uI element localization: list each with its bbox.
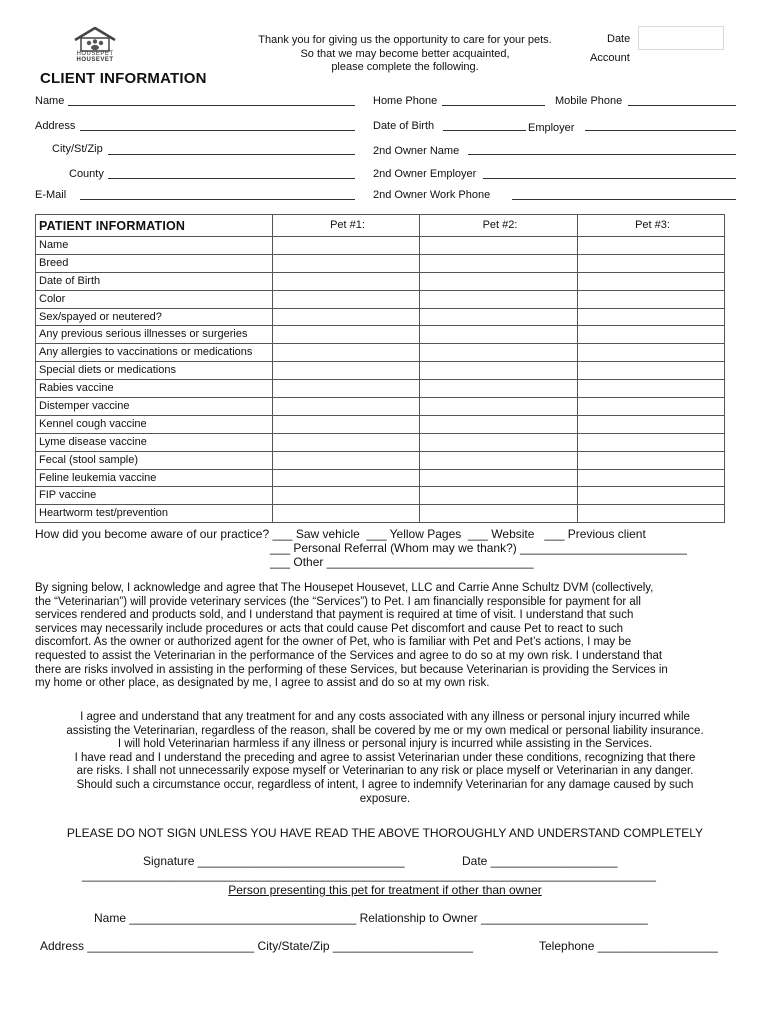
client-email-field[interactable] [80, 199, 355, 200]
aware-referral: ___ Personal Referral (Whom may we thank?) _________________________ [270, 541, 687, 555]
pet-3-cell[interactable] [578, 254, 725, 272]
patient-row-label: Special diets or medications [36, 362, 273, 380]
signature-line[interactable]: Signature _______________________________ [143, 854, 405, 868]
agreement-line: exposure. [359, 792, 411, 805]
employer-label: Employer [528, 122, 575, 134]
pet-1-cell[interactable] [273, 308, 420, 326]
pet-2-cell[interactable] [420, 290, 578, 308]
pet-2-cell[interactable] [420, 254, 578, 272]
patient-row [36, 505, 725, 523]
client-county-label: County [69, 168, 104, 180]
home-phone-field[interactable] [442, 105, 545, 106]
pet-2-cell[interactable] [420, 451, 578, 469]
pet-2-cell[interactable] [420, 308, 578, 326]
pet-1-header: Pet #1: [273, 215, 420, 237]
employer-field[interactable] [585, 130, 736, 131]
agreement-paragraph-1 [35, 582, 735, 691]
pet-3-cell[interactable] [578, 344, 725, 362]
presenter-address-line[interactable]: Address _________________________ City/State/Zip _____________________ [40, 939, 474, 953]
patient-row-label: Date of Birth [36, 272, 273, 290]
owner2-work-phone-field[interactable] [512, 199, 736, 200]
patient-row-label: FIP vaccine [36, 487, 273, 505]
pet-2-cell[interactable] [420, 362, 578, 380]
client-name-field[interactable] [68, 105, 355, 106]
patient-row [36, 272, 725, 290]
pet-3-cell[interactable] [578, 505, 725, 523]
patient-row-label: Color [36, 290, 273, 308]
pet-3-cell[interactable] [578, 469, 725, 487]
intro-message [230, 34, 580, 75]
pet-2-cell[interactable] [420, 344, 578, 362]
agreement-line: I have read and I understand the preceding and agree to assist Veterinarian under these conditions, recognizing that there [74, 751, 696, 764]
patient-row-label: Any previous serious illnesses or surgeries [36, 326, 273, 344]
client-city-field[interactable] [108, 154, 355, 155]
agreement-line: my home or other place, as designated by me, I agree to assist and do so at my own risk. [35, 677, 490, 690]
pet-1-cell[interactable] [273, 380, 420, 398]
pet-2-cell[interactable] [420, 433, 578, 451]
intro-line-3: please complete the following. [331, 61, 479, 73]
patient-row [36, 326, 725, 344]
presenting-person-heading: Person presenting this pet for treatment if other than owner [228, 883, 542, 897]
pet-2-cell[interactable] [420, 272, 578, 290]
aware-other: ___ Other _______________________________ [270, 555, 534, 569]
client-email-label: E-Mail [35, 189, 67, 201]
pet-1-cell[interactable] [273, 237, 420, 255]
pet-2-cell[interactable] [420, 326, 578, 344]
owner2-name-field[interactable] [468, 154, 736, 155]
home-phone-label: Home Phone [373, 95, 438, 107]
date-input-box[interactable] [638, 26, 724, 50]
pet-2-header: Pet #2: [420, 215, 578, 237]
pet-3-cell[interactable] [578, 398, 725, 416]
pet-3-cell[interactable] [578, 415, 725, 433]
client-name-label: Name [35, 95, 65, 107]
pet-2-cell[interactable] [420, 469, 578, 487]
agreement-line: assisting the Veterinarian, regardless of the reason, shall be covered by me or my own medical or personal liability insurance. [66, 724, 704, 737]
pet-2-cell[interactable] [420, 380, 578, 398]
pet-3-cell[interactable] [578, 362, 725, 380]
aware-question: How did you become aware of our practice? ___ Saw vehicle ___ Yellow Pages ___ Website ___ Previous client [35, 527, 646, 541]
pet-1-cell[interactable] [273, 254, 420, 272]
owner2-work-phone-label: 2nd Owner Work Phone [373, 189, 491, 201]
pet-2-cell[interactable] [420, 487, 578, 505]
pet-1-cell[interactable] [273, 344, 420, 362]
pet-1-cell[interactable] [273, 398, 420, 416]
agreement-line: I agree and understand that any treatment for and any costs associated with any illness or personal injury incurred while [80, 711, 690, 723]
presenter-telephone-line[interactable]: Telephone __________________ [539, 939, 718, 953]
patient-row [36, 415, 725, 433]
pet-2-cell[interactable] [420, 505, 578, 523]
client-county-field[interactable] [108, 178, 355, 179]
pet-3-cell[interactable] [578, 380, 725, 398]
patient-info-table [35, 214, 725, 523]
pet-1-cell[interactable] [273, 272, 420, 290]
logo-line-1: HOUSEPET [76, 51, 114, 57]
pet-3-cell[interactable] [578, 433, 725, 451]
pet-1-cell[interactable] [273, 433, 420, 451]
agreement-line: there are risks involved in assisting in the performing of these Services, but because Veterinarian is providing the Services in [35, 663, 668, 676]
patient-row [36, 398, 725, 416]
pet-3-cell[interactable] [578, 290, 725, 308]
pet-1-cell[interactable] [273, 469, 420, 487]
pet-3-cell[interactable] [578, 487, 725, 505]
pet-1-cell[interactable] [273, 362, 420, 380]
agreement-paragraph-2 [35, 711, 735, 806]
patient-row [36, 290, 725, 308]
patient-row-label: Rabies vaccine [36, 380, 273, 398]
patient-row [36, 308, 725, 326]
divider-line: ______________________________________________________________________________________ [82, 868, 656, 882]
owner2-employer-field[interactable] [483, 178, 736, 179]
patient-info-title: PATIENT INFORMATION [36, 215, 273, 237]
agreement-line: are risks. I shall not unnecessarily expose myself or Veterinarian to any risk or place myself or Veterinarian in any danger. [76, 765, 694, 778]
agreement-line: Should such a circumstance occur, regardless of intent, I agree to indemnify Veterinarian for any damage caused by such [76, 778, 694, 791]
pet-1-cell[interactable] [273, 415, 420, 433]
pet-3-cell[interactable] [578, 272, 725, 290]
agreement-line: discomfort. As the owner or authorized agent for the owner of Pet, who is familiar with Pet and Pet’s actions, I may be [35, 636, 632, 649]
client-info-title: CLIENT INFORMATION [40, 70, 207, 87]
patient-row [36, 487, 725, 505]
client-city-label: City/St/Zip [52, 143, 103, 155]
patient-row-label: Heartworm test/prevention [36, 505, 273, 523]
agreement-line: the “Veterinarian”) will provide veterinary services (the “Services”) to Pet. I am financially responsible for payment for all [35, 595, 641, 608]
pet-1-cell[interactable] [273, 487, 420, 505]
patient-row [36, 362, 725, 380]
pet-2-cell[interactable] [420, 237, 578, 255]
patient-row [36, 433, 725, 451]
intro-line-2: So that we may become better acquainted, [300, 47, 510, 60]
patient-header-row [36, 215, 725, 237]
patient-row-label: Lyme disease vaccine [36, 433, 273, 451]
pet-2-cell[interactable] [420, 398, 578, 416]
presenter-name-relationship-line[interactable]: Name __________________________________ Relationship to Owner _________________________ [94, 911, 648, 925]
pet-1-cell[interactable] [273, 505, 420, 523]
client-address-label: Address [35, 120, 76, 132]
pet-2-cell[interactable] [420, 415, 578, 433]
pet-1-cell[interactable] [273, 326, 420, 344]
dob-field[interactable] [443, 130, 526, 131]
patient-row [36, 344, 725, 362]
patient-row-label: Sex/spayed or neutered? [36, 308, 273, 326]
agreement-line: services may necessarily include procedures or acts that could cause Pet discomfort and cause Pet to react to such [35, 622, 624, 635]
pet-3-header: Pet #3: [578, 215, 725, 237]
pet-3-cell[interactable] [578, 308, 725, 326]
account-label: Account [590, 52, 630, 64]
owner2-employer-label: 2nd Owner Employer [373, 168, 477, 180]
patient-row [36, 254, 725, 272]
agreement-line: requested to assist the Veterinarian in the performance of the Services and agree to do so at my own risk. I understand that [35, 649, 663, 662]
client-address-field[interactable] [80, 130, 355, 131]
agreement-line: I will hold Veterinarian harmless if any illness or personal injury is incurred while assisting in the Services. [117, 738, 653, 751]
pet-3-cell[interactable] [578, 237, 725, 255]
patient-row-label: Any allergies to vaccinations or medications [36, 344, 273, 362]
pet-3-cell[interactable] [578, 451, 725, 469]
house-paw-icon [70, 26, 120, 52]
patient-row-label: Breed [36, 254, 273, 272]
pet-1-cell[interactable] [273, 451, 420, 469]
pet-3-cell[interactable] [578, 326, 725, 344]
patient-row-label: Kennel cough vaccine [36, 415, 273, 433]
patient-row-label: Feline leukemia vaccine [36, 469, 273, 487]
signature-date-line[interactable]: Date ___________________ [462, 854, 618, 868]
pet-1-cell[interactable] [273, 290, 420, 308]
date-label: Date [607, 33, 631, 45]
patient-row [36, 469, 725, 487]
owner2-name-label: 2nd Owner Name [373, 145, 460, 157]
intro-line-1: Thank you for giving us the opportunity to care for your pets. [258, 34, 552, 46]
dob-label: Date of Birth [373, 120, 435, 132]
patient-row-label: Fecal (stool sample) [36, 451, 273, 469]
mobile-phone-label: Mobile Phone [555, 95, 623, 107]
logo-line-2: HOUSEVET [76, 57, 114, 63]
patient-row [36, 237, 725, 255]
agreement-line: By signing below, I acknowledge and agree that The Housepet Housevet, LLC and Carrie Anne Schultz DVM (collectively, [35, 582, 654, 594]
practice-logo [70, 26, 120, 66]
sign-warning: PLEASE DO NOT SIGN UNLESS YOU HAVE READ THE ABOVE THOROUGHLY AND UNDERSTAND COMPLETELY [66, 826, 704, 840]
patient-row [36, 451, 725, 469]
patient-row [36, 380, 725, 398]
patient-row-label: Distemper vaccine [36, 398, 273, 416]
patient-row-label: Name [36, 237, 273, 255]
mobile-phone-field[interactable] [628, 105, 736, 106]
agreement-line: services rendered and products sold, and I understand that payment is required at time of visit. I understand that such [35, 609, 634, 622]
